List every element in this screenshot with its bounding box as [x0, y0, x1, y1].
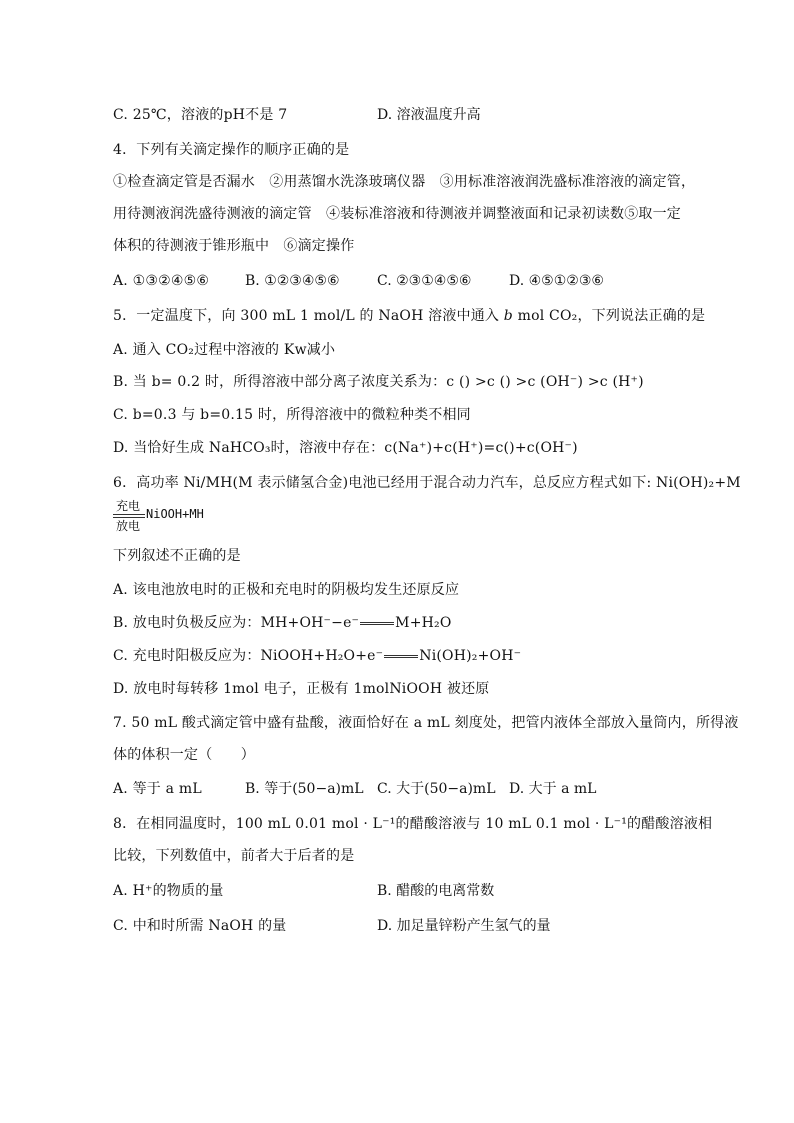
q6-reaction-arrow [113, 497, 203, 533]
q3-option-c: C. 25℃，溶液的pH不是 7 [113, 107, 288, 123]
q7-option-d: D. 大于 a mL [509, 781, 597, 797]
q5-stem-b: b [503, 308, 513, 324]
q4-body-line-2: 用待测液润洗盛待测液的滴定管 ④装标准溶液和待测液并调整液面和记录初读数⑤取一定 [113, 206, 681, 222]
q6-option-b-left: B. 放电时负极反应为：MH+OH⁻−e⁻ [113, 615, 360, 631]
q5-option-d: D. 当恰好生成 NaHCO₃时，溶液中存在：c(Na⁺)+c(H⁺)=c()+c(OH⁻) [113, 440, 578, 456]
q5-stem [113, 306, 705, 326]
q5-option-a: A. 通入 CO₂过程中溶液的 Kw减小 [113, 342, 336, 358]
q6-product: NiOOH+MH [146, 507, 204, 521]
q6-option-d: D. 放电时每转移 1mol 电子，正极有 1molNiOOH 被还原 [113, 681, 490, 697]
q6-option-c [113, 646, 521, 666]
q4-option-b: B. ①②③④⑤⑥ [245, 273, 340, 289]
q6-option-b [113, 613, 452, 633]
q5-stem-post: mol CO₂，下列说法正确的是 [512, 308, 706, 324]
q7-stem-line-2: 体的体积一定（ ） [113, 747, 255, 763]
q5-option-b: B. 当 b= 0.2 时，所得溶液中部分离子浓度关系为：c () >c () >c (OH⁻) >c (H⁺) [113, 374, 644, 390]
q6-option-a: A. 该电池放电时的正极和充电时的阴极均发生还原反应 [113, 582, 460, 598]
q6-arrow-line-upper [113, 514, 145, 515]
q8-stem-line-1: 8．在相同温度时，100 mL 0.01 mol · L⁻¹的醋酸溶液与 10 mL 0.1 mol · L⁻¹的醋酸溶液相 [113, 816, 713, 832]
q8-option-b: B. 醋酸的电离常数 [377, 883, 495, 899]
q4-stem: 4．下列有关滴定操作的顺序正确的是 [113, 142, 350, 158]
q8-stem-line-2: 比较，下列数值中，前者大于后者的是 [113, 848, 355, 864]
q6-option-b-equals [360, 622, 394, 625]
q5-stem-pre: 5．一定温度下，向 300 mL 1 mol/L 的 NaOH 溶液中通入 [113, 308, 504, 324]
q6-option-c-equals [384, 655, 418, 658]
q6-option-c-left: C. 充电时阳极反应为：NiOOH+H₂O+e⁻ [113, 648, 384, 664]
q7-stem-line-1: 7. 50 mL 酸式滴定管中盛有盐酸，液面恰好在 a mL 刻度处，把管内液体全部放入量筒内，所得液 [113, 715, 739, 731]
q4-option-a: A. ①③②④⑤⑥ [113, 273, 210, 289]
q7-option-b: B. 等于(50−a)mL [245, 781, 364, 797]
q8-option-a: A. H⁺的物质的量 [113, 883, 224, 899]
q4-body-line-1: ①检查滴定管是否漏水 ②用蒸馏水洗涤玻璃仪器 ③用标准溶液润洗盛标准溶液的滴定管， [113, 174, 696, 190]
q5-option-c: C. b=0.3 与 b=0.15 时，所得溶液中的微粒种类不相同 [113, 407, 471, 423]
q4-option-d: D. ④⑤①②③⑥ [509, 273, 604, 289]
q6-charge-label: 充电 [116, 499, 141, 513]
q3-option-d: D. 溶液温度升高 [377, 107, 481, 123]
q7-option-a: A. 等于 a mL [113, 781, 202, 797]
q6-prompt: 下列叙述不正确的是 [113, 548, 241, 564]
q4-option-c: C. ②③①④⑤⑥ [377, 273, 472, 289]
q7-option-c: C. 大于(50−a)mL [377, 781, 496, 797]
q6-option-c-right: Ni(OH)₂+OH⁻ [419, 648, 522, 664]
q6-option-b-right: M+H₂O [395, 615, 452, 631]
q8-option-c: C. 中和时所需 NaOH 的量 [113, 918, 287, 934]
q6-discharge-label: 放电 [116, 519, 141, 533]
q4-body-line-3: 体积的待测液于锥形瓶中 ⑥滴定操作 [113, 238, 355, 254]
q8-option-d: D. 加足量锌粉产生氢气的量 [377, 918, 551, 934]
q6-stem: 6．高功率 Ni/MH(M 表示储氢合金)电池已经用于混合动力汽车，总反应方程式如下: Ni(OH)₂+M [113, 475, 741, 491]
